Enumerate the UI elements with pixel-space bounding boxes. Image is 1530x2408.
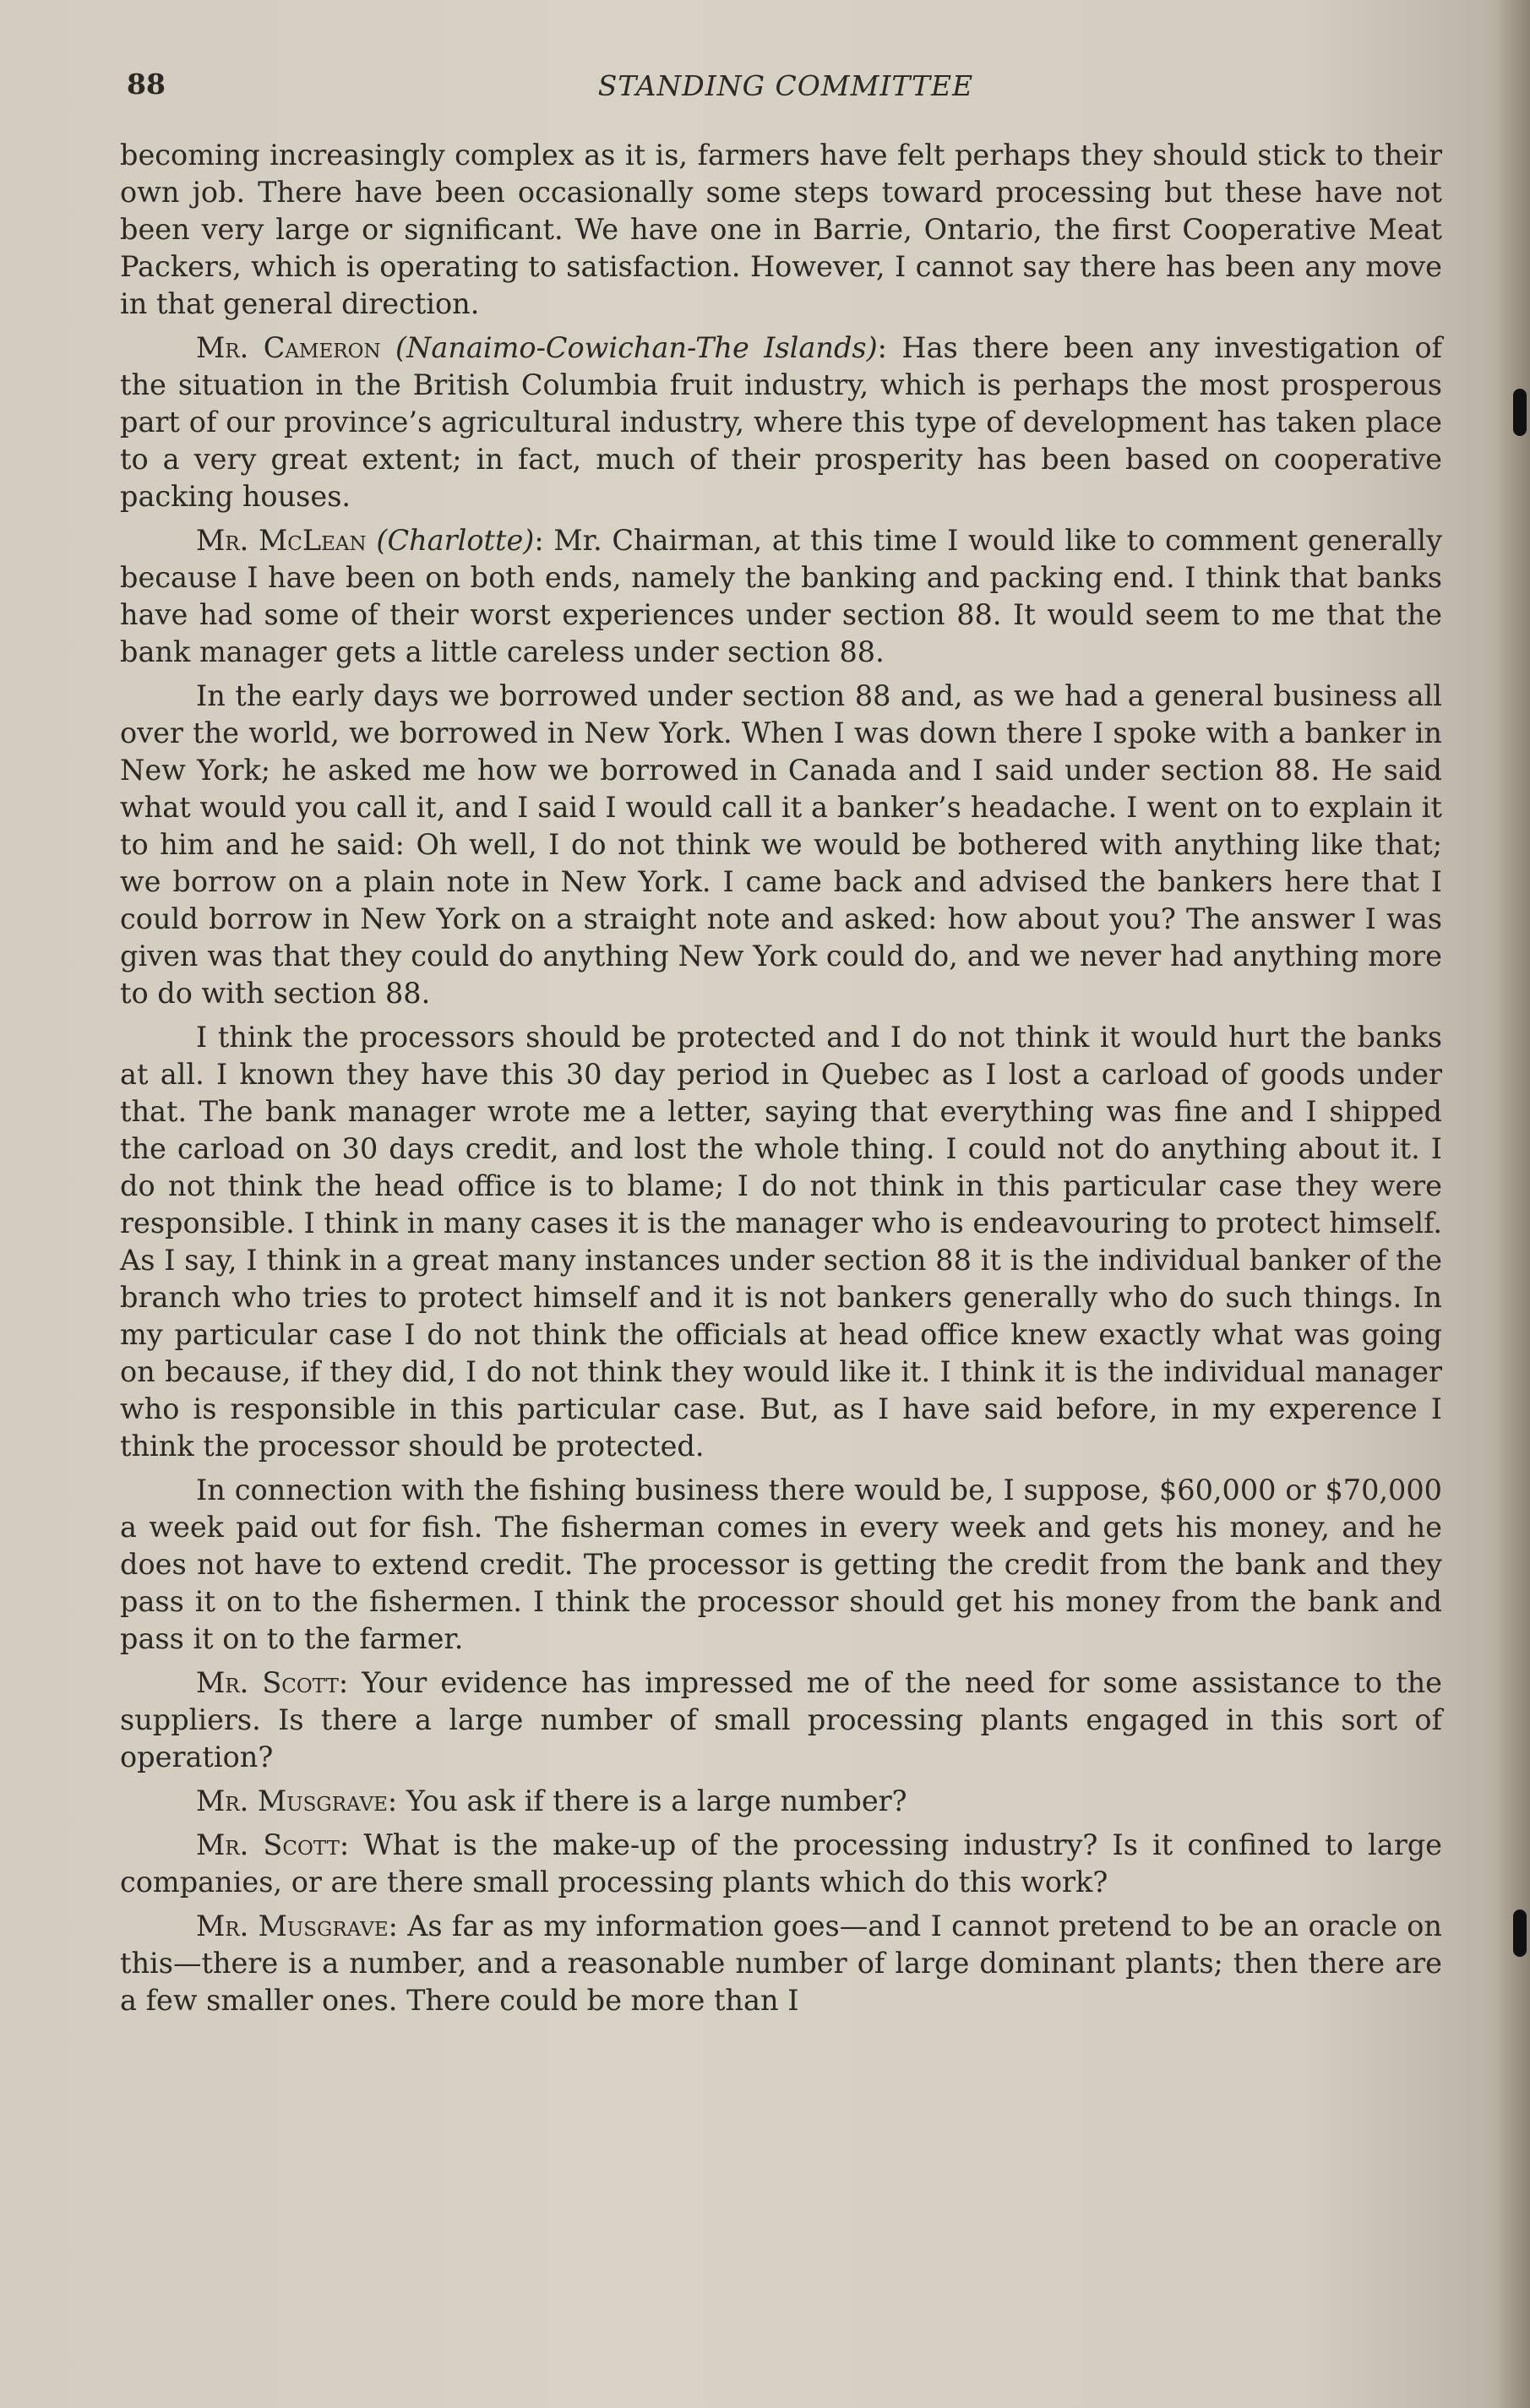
paragraph <box>120 522 1442 671</box>
paragraph-text: I think the processors should be protected and I do not think it would hurt the banks at all. I known they have this 30 day period in Quebec as I lost a carload of goods under that. The bank manager wrote me a letter, saying that everything was fine and I shipped the carload on 30 days credit, and lost the whole thing. I could not do anything about it. I do not think the head office is to blame; I do not think in this particular case they were responsible. I think in many cases it is the manager who is endeavouring to protect himself. As I say, I think in a great many instances under section 88 it is the individual banker of the branch who tries to protect himself and it is not bankers generally who do such things. In my particular case I do not think the officials at head office knew exactly what was going on because, if they did, I do not think they would like it. I think it is the individual manager who is responsible in this particular case. But, as I have said before, in my experence I think the processor should be protected. <box>120 1021 1442 1463</box>
speaker-riding: (Nanaimo-Cowichan-The Islands) <box>395 331 878 364</box>
speaker-riding: (Charlotte) <box>376 524 535 557</box>
paragraph <box>120 137 1442 323</box>
speaker-name: Mr. Musgrave <box>196 1784 388 1817</box>
paragraph <box>120 330 1442 515</box>
paragraph <box>120 1908 1442 2019</box>
speaker-name: Mr. Musgrave <box>196 1910 389 1942</box>
paragraph-text: becoming increasingly complex as it is, farmers have felt perhaps they should stick to their own job. There have been occasionally some steps toward processing but these have not been very large or significant. We have one in Barrie, Ontario, the first Cooperative Meat Packers, which is operating to satisfaction. However, I cannot say there has been any move in that general direction. <box>120 139 1442 320</box>
paragraph-text: : Your evidence has impressed me of the need for some assistance to the suppliers. Is there a large number of small processing plants engaged in this sort of operation? <box>120 1666 1442 1773</box>
speaker-name: Mr. Scott <box>196 1666 339 1699</box>
paragraph-text: : You ask if there is a large number? <box>387 1784 907 1817</box>
paragraph <box>120 1827 1442 1901</box>
margin-ink-mark <box>1513 1910 1527 1957</box>
paragraph <box>120 1019 1442 1465</box>
paragraph-text: : As far as my information goes—and I cannot pretend to be an oracle on this—there is a number, and a reasonable number of large dominant plants; then there are a few smaller ones. There could be more than I <box>120 1910 1442 2017</box>
paragraph <box>120 678 1442 1012</box>
paragraph-text: In connection with the fishing business there would be, I suppose, $60,000 or $70,000 a week paid out for fish. The fisherman comes in every week and gets his money, and he does not have to extend credit. The processor is getting the credit from the bank and they pass it on to the fishermen. I think the processor should get his money from the bank and pass it on to the farmer. <box>120 1474 1442 1655</box>
paragraph-text: : Has there been any investigation of the situation in the British Columbia fruit industry, which is perhaps the most prosperous part of our province’s agricultural industry, where this type of development has taken place to a very great extent; in fact, much of their prosperity has been based on cooperative packing houses. <box>120 331 1443 513</box>
paragraph-text: In the early days we borrowed under section 88 and, as we had a general business all over the world, we borrowed in New York. When I was down there I spoke with a banker in New York; he asked me how we borrowed in Canada and I said under section 88. He said what would you call it, and I said I would call it a banker’s headache. I went on to explain it to him and he said: Oh well, I do not think we would be bothered with anything like that; we borrow on a plain note in New York. I came back and advised the bankers here that I could borrow in New York on a straight note and asked: how about you? The answer I was given was that they could do anything New York could do, and we never had anything more to do with section 88. <box>120 679 1442 1010</box>
speaker-name: Mr. Scott <box>196 1828 340 1861</box>
paragraph <box>120 1472 1442 1658</box>
page-body <box>120 137 1442 2026</box>
running-head: STANDING COMMITTEE <box>597 69 974 102</box>
margin-ink-mark <box>1513 389 1527 436</box>
paragraph-text: : Mr. Chairman, at this time I would like to comment generally because I have been on both ends, namely the banking and packing end. I think that banks have had some of their worst experiences under section 88. It would seem to me that the bank manager gets a little careless under section 88. <box>120 524 1443 668</box>
paragraph-text: : What is the make-up of the processing industry? Is it confined to large companies, or are there small processing plants which do this work? <box>120 1828 1442 1899</box>
paragraph <box>120 1783 1442 1820</box>
page-edge-shadow <box>1496 0 1530 2408</box>
page-header <box>127 68 1445 110</box>
speaker-name: Mr. Cameron <box>196 331 381 364</box>
paragraph <box>120 1664 1442 1776</box>
speaker-name: Mr. McLean <box>196 524 367 557</box>
page-number: 88 <box>127 68 166 101</box>
